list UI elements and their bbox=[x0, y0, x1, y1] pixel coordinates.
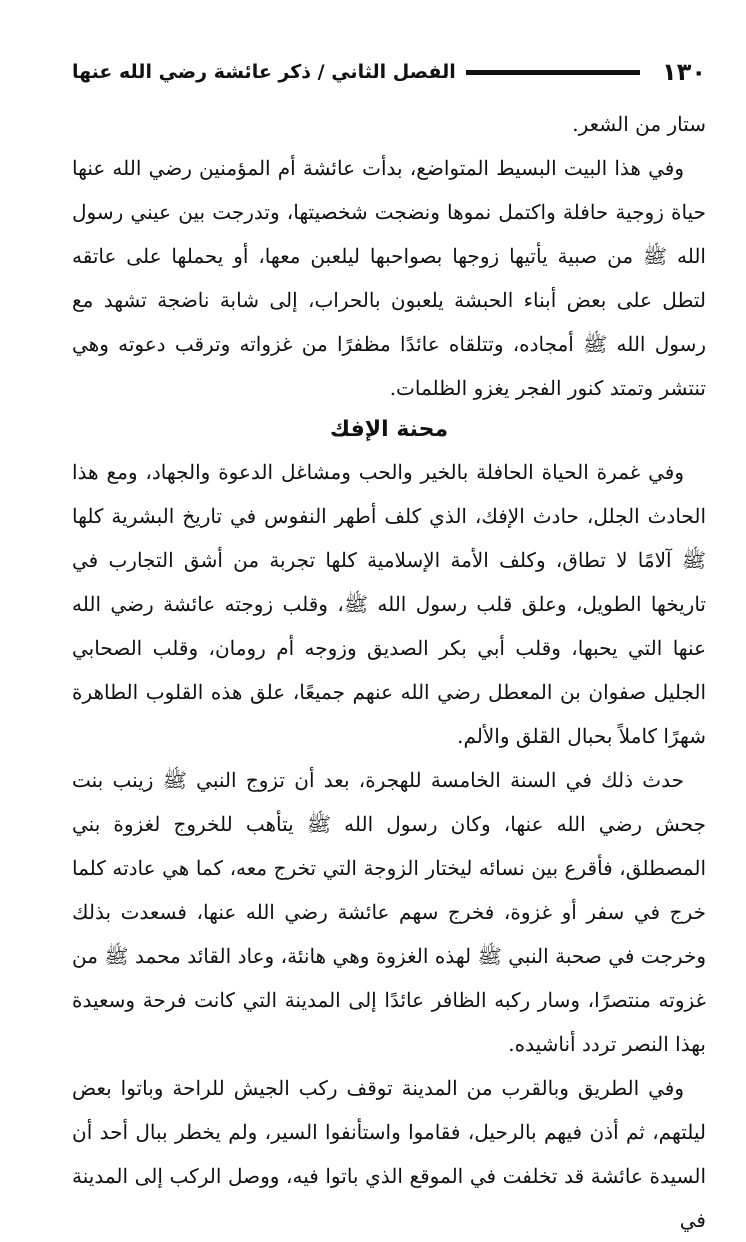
paragraph: حدث ذلك في السنة الخامسة للهجرة، بعد أن تزوج النبي ﷺ زينب بنت جحش رضي الله عنها، وكان رسول الله ﷺ يتأهب للخروج لغزوة بني المصطلق، فأقرع بين نسائه ليختار الزوجة التي تخرج معه، كما هي عادته كلما خرج في سفر أو غزوة، فخرج سهم عائشة رضي الله عنها، فسعدت بذلك وخرجت في صحبة النبي ﷺ لهذه الغزوة وهي هانئة، وعاد القائد محمد ﷺ من غزوته منتصرًا، وسار ركبه الظافر عائدًا إلى المدينة التي كانت فرحة وسعيدة بهذا النصر تردد أناشيده. bbox=[72, 768, 706, 1056]
header-rule bbox=[466, 70, 640, 75]
chapter-title: الفصل الثاني / ذكر عائشة رضي الله عنها bbox=[72, 61, 456, 83]
book-page bbox=[72, 52, 706, 1242]
running-header bbox=[72, 52, 706, 92]
body-text bbox=[72, 102, 706, 1242]
paragraph: وفي هذا البيت البسيط المتواضع، بدأت عائشة أم المؤمنين رضي الله عنها حياة زوجية حافلة واكتمل نموها ونضجت شخصيتها، وتدرجت بين عيني رسول الله ﷺ من صبية يأتيها زوجها بصواحبها ليلعبن معها، أو يحملها على عاتقه لتطل على بعض أبناء الحبشة يلعبون بالحراب، إلى شابة ناضجة تشهد مع رسول الله ﷺ أمجاده، وتتلقاه عائدًا مظفرًا من غزواته وترقب دعوته وهي تنتشر وتمتد كنور الفجر يغزو الظلمات. bbox=[72, 156, 706, 400]
page-number: ١٣٠ bbox=[662, 58, 706, 86]
paragraph: وفي الطريق وبالقرب من المدينة توقف ركب الجيش للراحة وباتوا بعض ليلتهم، ثم أذن فيهم بالرحيل، فقاموا واستأنفوا السير، ولم يخطر ببال أحد أن السيدة عائشة قد تخلفت في الموقع الذي باتوا فيه، ووصل الركب إلى المدينة في bbox=[72, 1076, 706, 1232]
section-heading: محنة الإفك bbox=[329, 417, 449, 442]
paragraph: وفي غمرة الحياة الحافلة بالخير والحب ومشاغل الدعوة والجهاد، ومع هذا الحادث الجلل، حادث الإفك، الذي كلف أطهر النفوس في تاريخ البشرية كلها ﷺ آلامًا لا تطاق، وكلف الأمة الإسلامية كلها تجربة من أشق التجارب في تاريخها الطويل، وعلق قلب رسول الله ﷺ، وقلب زوجته عائشة رضي الله عنها التي يحبها، وقلب أبي بكر الصديق وزوجه أم رومان، وقلب الصحابي الجليل صفوان بن المعطل رضي الله عنهم جميعًا، علق هذه القلوب الطاهرة شهرًا كاملاً بحبال القلق والألم. bbox=[72, 460, 706, 748]
paragraph-continuation: ستار من الشعر. bbox=[572, 112, 706, 136]
